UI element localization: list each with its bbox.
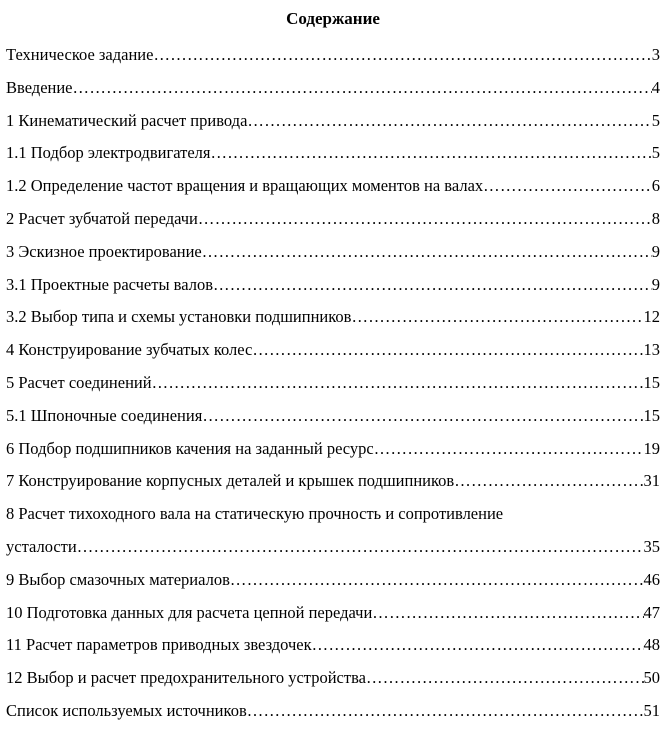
toc-entry-page: 5 bbox=[651, 110, 660, 130]
toc-entry bbox=[6, 240, 660, 273]
toc-entry-page: 31 bbox=[643, 471, 660, 491]
toc-entry-page: 3 bbox=[651, 45, 660, 64]
toc-entry-text: 1 Кинематический расчет привода bbox=[6, 110, 248, 130]
toc-entry-page: 47 bbox=[643, 602, 660, 622]
toc-entry bbox=[6, 305, 660, 338]
toc-entry-text: Введение bbox=[6, 77, 73, 97]
toc-entry-text: 9 Выбор смазочных материалов bbox=[6, 569, 230, 589]
toc-entry bbox=[6, 371, 660, 404]
toc-entry-page: 35 bbox=[643, 536, 660, 556]
toc-entry bbox=[6, 601, 660, 634]
toc-entry bbox=[6, 174, 660, 207]
dot-leader bbox=[351, 307, 643, 327]
toc-entry bbox=[6, 699, 660, 732]
toc-entry-page: 51 bbox=[643, 700, 660, 720]
toc-entry bbox=[6, 404, 660, 437]
toc-entry-text: 8 Расчет тихоходного вала на статическую прочность и сопротивление bbox=[6, 504, 504, 524]
dot-leader bbox=[202, 242, 652, 262]
toc-entry-text: 10 Подготовка данных для расчета цепной передачи bbox=[6, 602, 373, 622]
toc-entry-text: 7 Конструирование корпусных деталей и крышек подшипников bbox=[6, 471, 455, 491]
toc-entry-page: 50 bbox=[643, 668, 660, 688]
toc-entry-text: 1.2 Определение частот вращения и вращающих моментов на валах bbox=[6, 176, 484, 196]
dot-leader bbox=[152, 373, 644, 393]
toc-entry bbox=[6, 76, 660, 109]
dot-leader bbox=[210, 143, 651, 163]
dot-leader bbox=[374, 439, 644, 459]
toc-entry-page: 8 bbox=[651, 208, 660, 228]
toc-entry-text: 5.1 Шпоночные соединения bbox=[6, 405, 203, 425]
toc-entry bbox=[6, 338, 660, 371]
toc-entry bbox=[6, 469, 660, 502]
toc-entry-text: 2 Расчет зубчатой передачи bbox=[6, 208, 198, 228]
toc-entry-text: 12 Выбор и расчет предохранительного устройства bbox=[6, 668, 366, 688]
toc-entry-page: 4 bbox=[651, 77, 660, 97]
toc-entry-text: 3.1 Проектные расчеты валов bbox=[6, 274, 213, 294]
toc-entry-page: 5 bbox=[651, 143, 660, 163]
toc-entry-page: 13 bbox=[643, 340, 660, 360]
dot-leader bbox=[247, 701, 644, 721]
toc-entry-page: 6 bbox=[651, 176, 660, 196]
dot-leader bbox=[77, 537, 644, 557]
dot-leader bbox=[230, 570, 644, 590]
dot-leader bbox=[73, 78, 652, 98]
dot-leader bbox=[372, 603, 643, 623]
toc-entry-text: 5 Расчет соединений bbox=[6, 372, 152, 392]
toc-entry-page: 19 bbox=[643, 438, 660, 458]
toc-entry-text: 1.1 Подбор электродвигателя bbox=[6, 143, 211, 163]
toc-entry bbox=[6, 207, 660, 240]
dot-leader bbox=[213, 275, 652, 295]
toc-entry-page: 46 bbox=[643, 569, 660, 589]
toc-entry bbox=[6, 502, 660, 568]
dot-leader bbox=[312, 635, 644, 655]
toc-entry bbox=[6, 666, 660, 699]
toc-entry bbox=[6, 273, 660, 306]
toc-entry-text: Техническое задание bbox=[6, 45, 154, 64]
toc-entry bbox=[6, 633, 660, 666]
table-of-contents bbox=[6, 43, 660, 732]
toc-entry-text-continued: усталости bbox=[6, 536, 77, 556]
toc-entry-text: 6 Подбор подшипников качения на заданный ресурс bbox=[6, 438, 374, 458]
toc-entry-text: 3.2 Выбор типа и схемы установки подшипников bbox=[6, 307, 352, 327]
toc-entry bbox=[6, 43, 660, 76]
toc-entry-text: 3 Эскизное проектирование bbox=[6, 241, 202, 261]
toc-entry-page: 15 bbox=[643, 405, 660, 425]
dot-leader bbox=[483, 176, 652, 196]
dot-leader bbox=[202, 406, 643, 426]
toc-title: Содержание bbox=[286, 9, 380, 28]
toc-entry-page: 12 bbox=[643, 307, 660, 327]
toc-entry-page: 15 bbox=[643, 372, 660, 392]
toc-entry-page: 48 bbox=[643, 635, 660, 655]
toc-entry bbox=[6, 568, 660, 601]
toc-entry bbox=[6, 437, 660, 470]
dot-leader bbox=[454, 471, 643, 491]
dot-leader bbox=[198, 209, 652, 229]
toc-entry bbox=[6, 141, 660, 174]
dot-leader bbox=[247, 111, 651, 131]
toc-entry bbox=[6, 109, 660, 142]
toc-entry-page: 9 bbox=[651, 274, 660, 294]
toc-entry-text: Список используемых источников bbox=[6, 700, 247, 720]
toc-entry-text: 11 Расчет параметров приводных звездочек bbox=[6, 635, 312, 655]
dot-leader bbox=[252, 340, 643, 360]
dot-leader bbox=[153, 45, 651, 65]
toc-entry-text: 4 Конструирование зубчатых колес bbox=[6, 340, 253, 360]
toc-entry-page: 9 bbox=[651, 241, 660, 261]
dot-leader bbox=[366, 668, 644, 688]
